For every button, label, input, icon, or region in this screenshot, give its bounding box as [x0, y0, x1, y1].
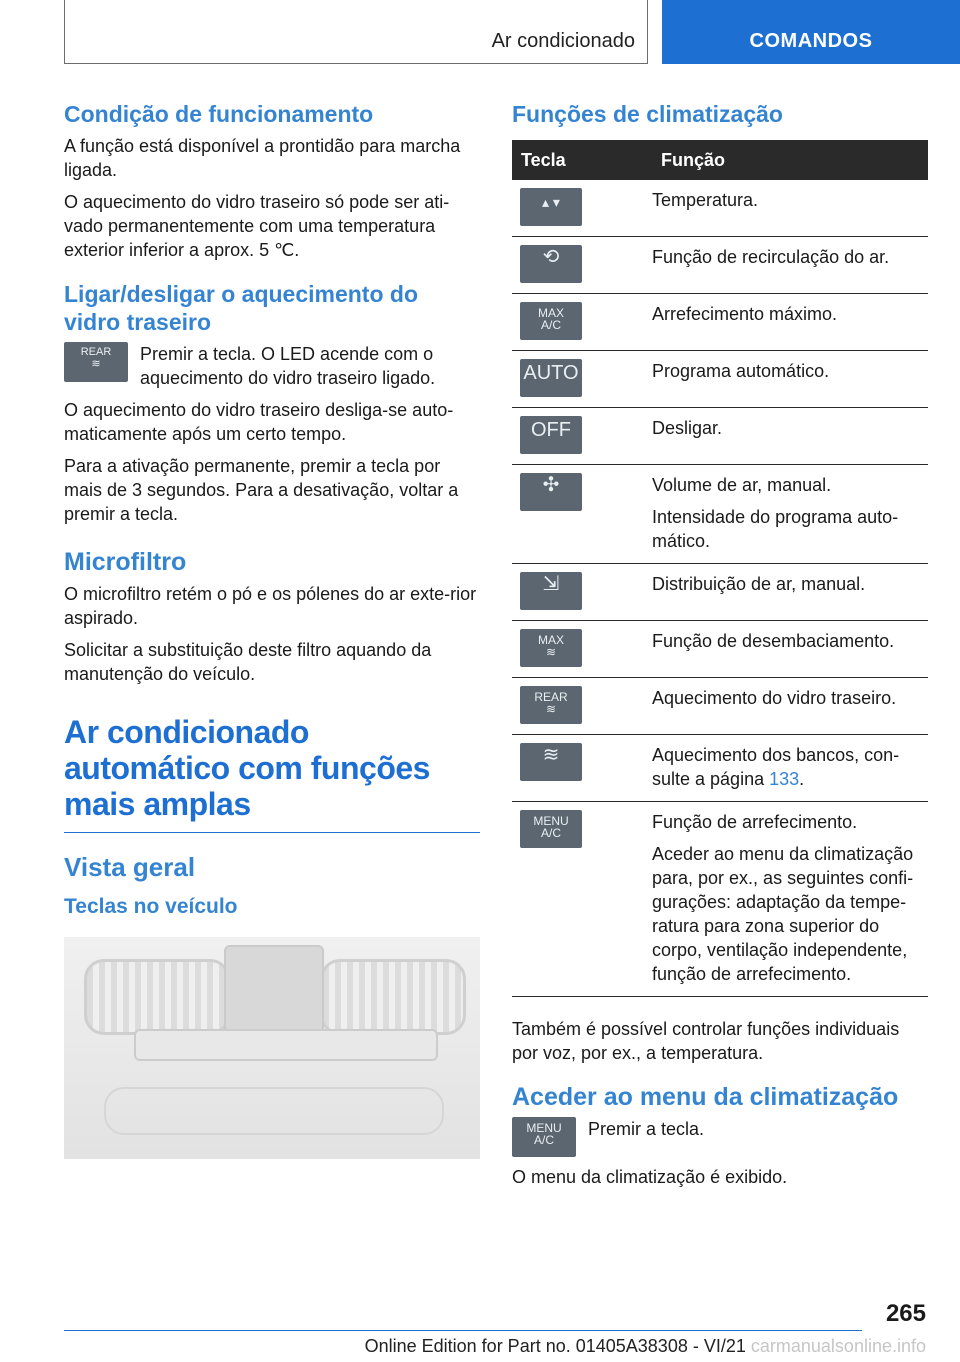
seat-heating-key-icon: ≋ [520, 743, 582, 781]
function-text: Programa automático. [652, 361, 830, 381]
heading-microfiltro: Microfiltro [64, 548, 187, 576]
function-text: Desligar. [652, 418, 723, 438]
paragraph: A função está disponível a prontidão para marcha ligada. [64, 136, 461, 180]
paragraph: Também é possível controlar funções individuais por voz, por ex., a temperatura. [512, 1019, 900, 1063]
table-row [512, 351, 928, 408]
table-row [512, 564, 928, 621]
heading-funcoes: Funções de climatização [512, 101, 783, 127]
function-text: Arrefecimento máximo. [652, 304, 838, 324]
key-label: REAR [80, 346, 112, 358]
left-air-vent [84, 959, 230, 1035]
paragraph: O menu da climatização é exibido. [512, 1167, 788, 1187]
defrost-key-icon: MAX ≋ [520, 629, 582, 667]
function-text: Distribuição de ar, manual. [652, 574, 866, 594]
footer [0, 1336, 926, 1357]
table-header-cell: Tecla [512, 140, 652, 180]
dashboard-photo [64, 937, 480, 1159]
header-section-box [64, 0, 648, 64]
footer-divider [64, 1330, 862, 1331]
header-chapter-tab [662, 0, 960, 64]
footer-watermark: carmanualsonline.info [750, 1336, 926, 1356]
climate-control-panel [134, 1029, 438, 1061]
rear-window-heating-key-icon: REAR ≋ [520, 686, 582, 724]
heading-ar-condicionado: Ar condicionado automático com funções mais amplas [64, 714, 430, 822]
paragraph: O aquecimento do vidro traseiro só pode ser ati-vado permanentemente com uma temperatura exterior inferior a aprox. 5 ℃. [64, 192, 450, 260]
function-text-main: Aquecimento dos bancos, con-sulte a página [652, 745, 900, 789]
rear-defrost-key-icon: REAR ≋ [64, 342, 128, 382]
fan-key-icon: ✣ [520, 473, 582, 511]
page-link[interactable]: 133 [769, 769, 800, 789]
icon-instruction [512, 1117, 928, 1157]
table-row [512, 735, 928, 802]
function-text: Volume de ar, manual. [652, 475, 832, 495]
paragraph: Premir a tecla. O LED acende com o aquecimento do vidro traseiro ligado. [140, 344, 436, 388]
table-row [512, 678, 928, 735]
air-distribution-key-icon: ⇲ [520, 572, 582, 610]
function-text: Intensidade do programa auto-mático. [652, 507, 899, 551]
function-text: Função de recirculação do ar. [652, 247, 890, 267]
function-text: Aceder ao menu da climatização para, por ex., as seguintes confi-gurações: adaptação da tempe-ratura para zona superior do corpo, ventilação independente, função de arrefecimento. [652, 844, 914, 984]
recirculation-key-icon: ⟲ [520, 245, 582, 283]
table-row [512, 180, 928, 237]
function-text: Aquecimento dos bancos, con-sulte a página 133. [652, 745, 900, 789]
menu-ac-key-icon: MENU A/C [520, 810, 582, 848]
paragraph: Premir a tecla. [588, 1119, 705, 1139]
table-row [512, 294, 928, 351]
table-row [512, 465, 928, 564]
function-text: Aquecimento do vidro traseiro. [652, 688, 897, 708]
function-text: Função de desembaciamento. [652, 631, 895, 651]
heading-condicao: Condição de funcionamento [64, 101, 374, 127]
right-column [512, 100, 928, 1197]
paragraph: O aquecimento do vidro traseiro desliga-se auto-maticamente após um certo tempo. [64, 400, 454, 444]
page-number: 265 [885, 1300, 926, 1327]
table-row [512, 408, 928, 465]
paragraph: Solicitar a substituição deste filtro aquando da manutenção do veículo. [64, 640, 432, 684]
table-header-row [512, 140, 928, 180]
table-header-cell: Função [652, 140, 928, 180]
auto-key-icon: AUTO [520, 359, 582, 397]
heading-teclas: Teclas no veículo [64, 895, 238, 918]
paragraph: Para a ativação permanente, premir a tecla por mais de 3 segundos. Para a desativação, voltar a premir a tecla. [64, 456, 459, 524]
heading-vista-geral: Vista geral [64, 852, 196, 882]
temperature-key-icon: ▴ ▾ [520, 188, 582, 226]
icon-instruction [64, 342, 480, 390]
menu-ac-key-icon: MENU A/C [512, 1117, 576, 1157]
heading-ligar: Ligar/desligar o aquecimento do vidro traseiro [64, 281, 419, 335]
table-row [512, 621, 928, 678]
table-row [512, 237, 928, 294]
header-section-title: Ar condicionado [491, 30, 635, 52]
function-text: Temperatura. [652, 190, 759, 210]
table-row [512, 802, 928, 997]
paragraph: O microfiltro retém o pó e os pólenes do ar exte-rior aspirado. [64, 584, 477, 628]
left-column [64, 100, 480, 1159]
right-air-vent [320, 959, 466, 1035]
off-key-icon: OFF [520, 416, 582, 454]
lower-console [104, 1087, 444, 1135]
heading-aceder: Aceder ao menu da climatização [512, 1083, 899, 1111]
header-chapter-label: COMANDOS [749, 30, 873, 52]
functions-table [512, 140, 928, 997]
function-text: Função de arrefecimento. [652, 812, 858, 832]
center-display [224, 945, 324, 1033]
divider [64, 832, 480, 833]
footer-edition: Online Edition for Part no. 01405A38308 - VI/21 [364, 1336, 746, 1356]
max-ac-key-icon: MAX A/C [520, 302, 582, 340]
